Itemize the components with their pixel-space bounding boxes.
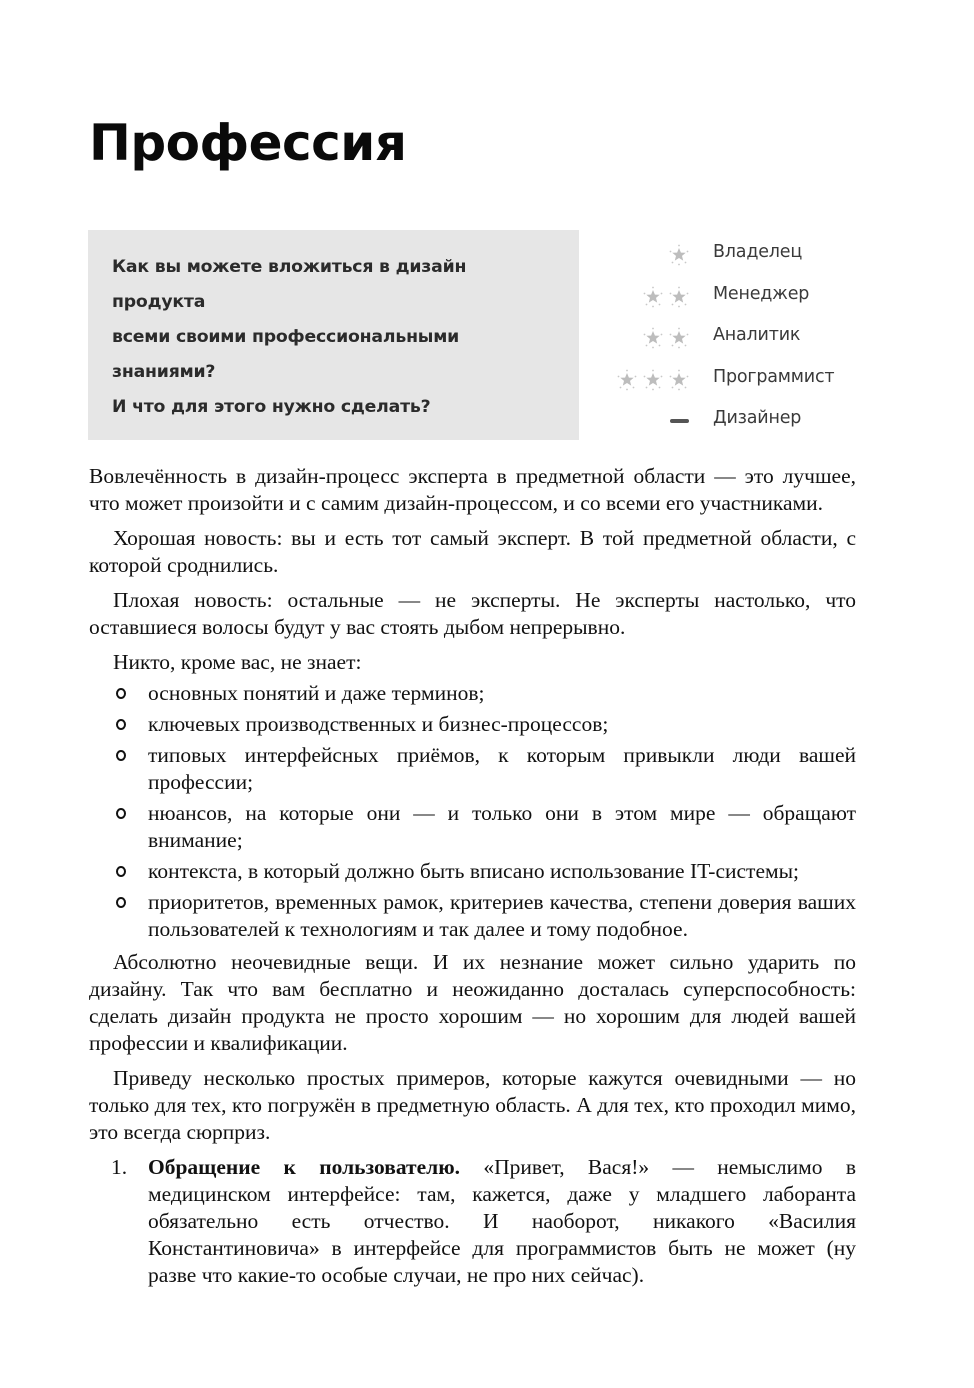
roles-legend xyxy=(600,238,860,446)
role-label: Владелец xyxy=(713,242,803,262)
star-icon xyxy=(668,369,690,391)
rating-icons xyxy=(668,244,690,266)
bullet-icon xyxy=(116,688,126,699)
question-box xyxy=(88,230,579,440)
bullet-icon xyxy=(116,719,126,730)
role-manager xyxy=(600,280,860,322)
role-analyst xyxy=(600,321,860,363)
role-label: Менеджер xyxy=(713,283,810,304)
rating-icons xyxy=(642,286,690,308)
bullet-icon xyxy=(116,866,126,877)
rating-icons xyxy=(616,369,690,391)
bullet-list xyxy=(89,680,856,943)
paragraph: Плохая новость: остальные — не эксперты. Не эксперты настолько, что оставшиеся волосы будут у вас стоять дыбом непрерывно. xyxy=(89,588,856,639)
paragraph: Вовлечённость в дизайн-процесс эксперта в предметной области — это лучшее, что может произойти и с самим дизайн-процессом, и со всеми его участниками. xyxy=(89,464,856,515)
star-icon xyxy=(616,369,638,391)
star-icon xyxy=(642,369,664,391)
question-line: Как вы можете вложиться в дизайн продукта xyxy=(112,257,467,312)
role-label: Аналитик xyxy=(713,325,801,345)
paragraph: Никто, кроме вас, не знает: xyxy=(113,650,362,674)
role-label: Дизайнер xyxy=(713,408,802,428)
star-icon xyxy=(668,244,690,266)
star-icon xyxy=(642,286,664,308)
rating-icons xyxy=(642,327,690,349)
body-text xyxy=(89,463,856,1289)
bullet-icon xyxy=(116,897,126,908)
role-programmer xyxy=(600,363,860,405)
star-icon xyxy=(668,327,690,349)
numbered-item xyxy=(89,1154,856,1289)
paragraph: Хорошая новость: вы и есть тот самый эксперт. В той предметной области, с которой сроднились. xyxy=(89,526,856,577)
list-item: приоритетов, временных рамок, критериев качества, степени доверия ваших пользователей к технологиям и так далее и тому подобное. xyxy=(89,889,856,943)
item-text: «Привет, Вася!» — немыслимо в медицинском интерфейсе: там, кажется, даже у младшего лаборанта обязательно есть отчество. И наоборот, никакого «Василия Константиновича» в интерфейсе для программистов быть не может (ну разве что какие-то особые случаи, не про них сейчас). xyxy=(148,1155,856,1287)
star-icon xyxy=(668,286,690,308)
bullet-icon xyxy=(116,808,126,819)
list-item: контекста, в который должно быть вписано использование IT-системы; xyxy=(89,858,856,885)
rating-icons xyxy=(670,410,690,432)
paragraph: Приведу несколько простых примеров, которые кажутся очевидными — но только для тех, кто погружён в предметную область. А для тех, кто проходил мимо, это всегда сюрприз. xyxy=(89,1066,856,1144)
item-number: 1. xyxy=(111,1155,128,1179)
star-icon xyxy=(642,327,664,349)
bullet-icon xyxy=(116,750,126,761)
role-owner xyxy=(600,238,860,280)
question-line: всеми своими профессиональными знаниями? xyxy=(112,327,460,382)
role-label: Программист xyxy=(713,366,835,387)
list-item: нюансов, на которые они — и только они в этом мире — обращают внимание; xyxy=(89,800,856,854)
list-item: ключевых производственных и бизнес-процессов; xyxy=(89,711,856,738)
list-item: типовых интерфейсных приёмов, к которым привыкли люди вашей профессии; xyxy=(89,742,856,796)
numbered-list xyxy=(89,1154,856,1289)
paragraph: Абсолютно неочевидные вещи. И их незнание может сильно ударить по дизайну. Так что вам бесплатно и неожиданно досталась суперспособность: сделать дизайн продукта не просто хорошим — но хорошим для людей вашей профессии и квалификации. xyxy=(89,950,856,1055)
role-designer xyxy=(600,404,860,446)
dash-icon xyxy=(670,419,689,423)
question-line: И что для этого нужно сделать? xyxy=(112,397,431,417)
item-heading: Обращение к пользователю. xyxy=(148,1155,461,1179)
list-item: основных понятий и даже терминов; xyxy=(89,680,856,707)
page-title: Профессия xyxy=(89,114,407,172)
